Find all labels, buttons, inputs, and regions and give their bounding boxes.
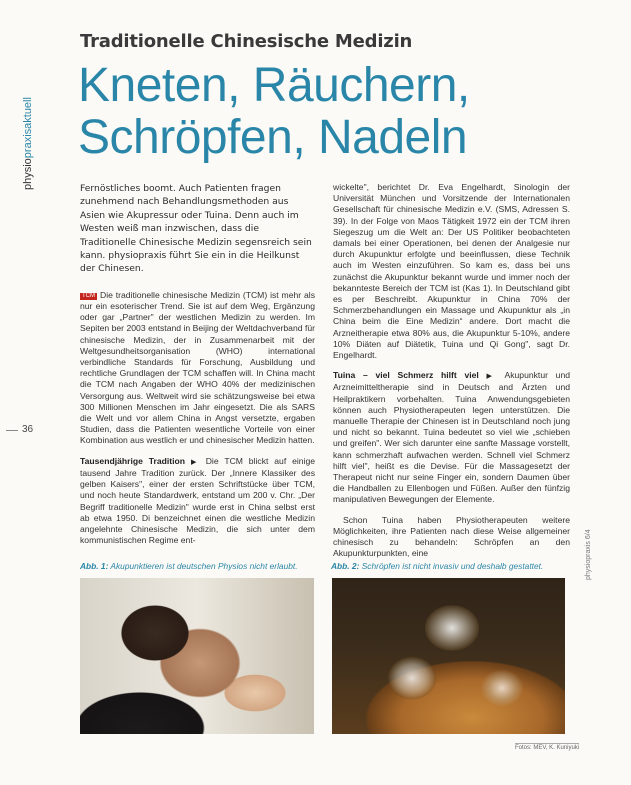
photo-credit: Fotos: MEV, K. Kuniyuki <box>515 745 580 751</box>
cupping-photo <box>332 578 565 734</box>
arrow-right-icon: ▶ <box>190 458 200 466</box>
kicker: Traditionelle Chinesische Medizin <box>80 31 413 52</box>
right-paragraph-3: Schon Tuina haben Physiotherapeuten weitere Möglichkeiten, ihre Patienten nach diese Weise allgemeiner chinesisch zu behandeln: Schröpfen an den Akupunkturpunkten, eine <box>333 514 570 559</box>
left-paragraph-2: Tausendjährige Tradition ▶ Die TCM blickt auf einige tausend Jahre Tradition zurück. Der „Innere Klassiker des gelben Kaisers", einer der ersten Schriftstücke über TCM, und noch heute Standardwerk, entstand um 200 v. Chr. „Der Begriff traditionelle Medizin" wurde erst in China selbst erst ab etwa 1950. Di benzeichnet einen die westliche Medizin angelehnte Chinesische Medizin, die sich unter dem kommunistischen Regime ent- <box>80 455 316 546</box>
headline-line-2: Schröpfen, Nadeln <box>78 111 468 164</box>
left-paragraph-1: TCM Die traditionelle chinesische Medizin (TCM) ist mehr als nur ein esoterischer Trend. Sie ist auf dem Weg, Ergänzung oder gar „Partner" der westlichen Medizin zu werden. Im Sepiten ber 2003 entstand in Beijing der Weltdachverband für chinesische Medizin, der in Zusammenarbeit mit der Weltgesundheitsorganisation (WHO) international verbindliche Standards für Forschung, Ausbildung und rechtliche Grundlagen der TCM schaffen will. In China macht die TCM nach Angaben der WHO 40% der medizinischen Versorgung aus. Weltweit wird sie schätzungsweise bei etwa 300 Millionen Menschen im Jahr eingesetzt. Die als SARS die Welt und vor allem China in Angst versetzte, ergaben Studien, dass die Patienten wesentliche Vorteile von einer Kombination aus westlich er und chinesischer Medizin hatten. <box>80 289 315 446</box>
side-brand <box>20 80 36 190</box>
left-run-in-heading: Tausendjährige Tradition <box>80 455 186 466</box>
caption-left-label: Abb. 1: <box>80 561 109 571</box>
page-number: 36 <box>22 424 34 435</box>
right-margin <box>575 470 615 580</box>
right-paragraph-1: wickelte", berichtet Dr. Eva Engelhardt, Sinologin der Universität München und Vorsitzende der Internationalen Gesellschaft für chinesische Medizin e.V. (SMS, Adressen S. 39). In der Folge von Maos Tätigkeit 1972 ein der TCM ihren Siegeszug um die Welt an: Der US Politiker beobachteten damals bei einer Operationen, bei denen der Analgesie nur durch Akupunktur erfolgte und beeinflussen, diese Technik auch im Westen einzuführen. So kam es, dass bei uns zunächst die Akupunktur bekannt wurde und immer noch der bekannteste Bereich der TCM ist (Kas 1). In Deutschland gibt es per Beschreibt. Akupunktur in China 70% der Schmerzbehandlungen ein Massage und Akupunktur als „in China beim die Eine Medizin“ andere. Dort macht die Arzneitherapie etwa 80% aus, die Akupunktur 5-10%, andere 10% Diäten auf Diätetik, Tuina und Qi Gong", sagt Dr. Engelhardt. <box>333 182 570 361</box>
caption-right <box>331 561 543 571</box>
lead-paragraph: Fernöstliches boomt. Auch Patienten fragen zunehmend nach Behandlungsmethoden aus Asien wie Akupressur oder Tuina. Denn auch im Westen weiß man inzwischen, dass die Traditionelle Chinesische Medizin segensreich sein kann. physiopraxis führt Sie ein in die Heilkunst der Chinesen. <box>80 183 312 275</box>
section-marker: TCM <box>82 292 95 299</box>
side-brand-a: physio <box>22 158 34 190</box>
right-run-in-heading: Tuina – viel Schmerz hilft viel <box>333 370 479 381</box>
acupuncture-photo <box>80 578 314 734</box>
headline <box>78 60 470 164</box>
right-paragraph-2: Tuina – viel Schmerz hilft viel ▶ Akupunktur und Arzneimitteltherapie sind in Deutsch and Ärzten und Heilpraktikern vorbehalten. Tuina Anwendungsgebieten können auch Physiotherapeuten legen unterstützen. Die manuelle Therapie der Chinesen ist in Deutschland noch jung und nicht so bekannt. Tuina bedeutet so viel wie „schieben und greifen". Wer sich darunter eine sanfte Massage vorstellt, kann schmerzhaft aufwachen werden. Schnell viel Schmerz hilft viel", heißt es die Devise. Für die Massagesetzt der Therapeut nicht nur seine Finger ein, sondern Daumen über die Handballen zu Ellenbogen und Füßen. Außer den fünfzig manipulativen Bewegungen der Elemente. <box>333 370 571 505</box>
side-brand-b: praxisaktuell <box>22 97 34 159</box>
right-column <box>333 182 570 569</box>
caption-left-text: Akupunktieren ist deutschen Physios nicht erlaubt. <box>110 561 298 571</box>
caption-right-label: Abb. 2: <box>331 561 360 571</box>
caption-left <box>80 561 298 571</box>
headline-line-1: Kneten, Räuchern, <box>78 59 470 112</box>
arrow-right-icon: ▶ <box>486 373 498 381</box>
right-margin-text: physiopraxis 6/4 <box>585 529 592 580</box>
caption-right-text: Schröpfen ist nicht invasiv und deshalb gestattet. <box>361 561 544 571</box>
left-column <box>80 182 315 555</box>
